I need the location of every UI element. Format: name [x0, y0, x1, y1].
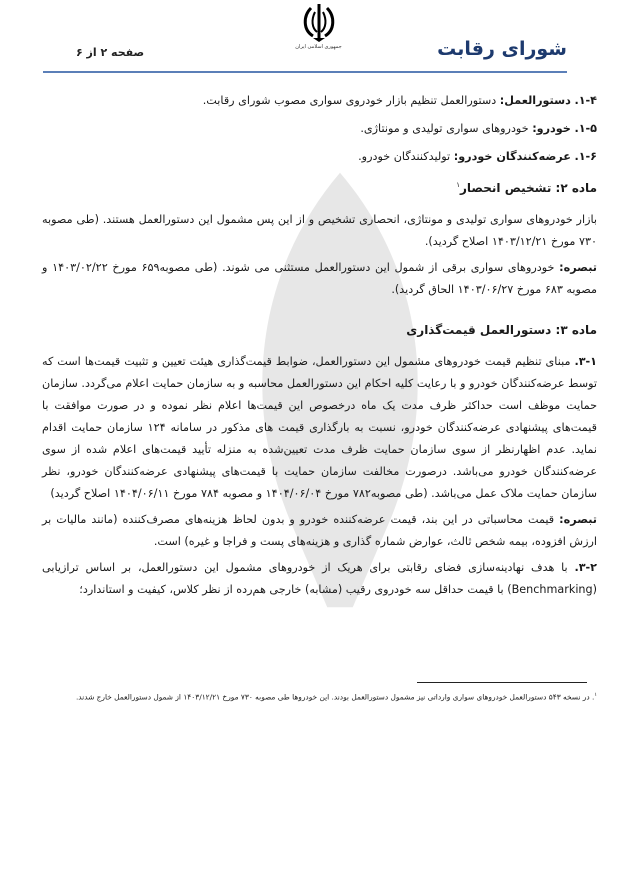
- clause-text: با هدف نهادینه‌سازی فضای رقابتی برای هریک از خودروهای مشمول این دستورالعمل، بر اساس ترازیابی (Benchmarking) با قیمت حداقل سه خودروی رقیب (مشابه) خارجی هم‌رده از نظر کلاس، کیفیت و استاندارد؛: [42, 561, 597, 596]
- article-3-clause-1: [42, 351, 597, 505]
- definition-text: دستورالعمل تنظیم بازار خودروی سواری مصوب شورای رقابت.: [202, 94, 500, 107]
- article-3-note: [42, 509, 597, 553]
- note-text: خودروهای سواری برقی از شمول این دستورالعمل مستثنی می شوند. (طی مصوبه۶۵۹ مورخ ۱۴۰۳/۰۲/۲۲ و مصوبه ۶۸۳ مورخ ۱۴۰۳/۰۶/۲۷ الحاق گردید).: [42, 261, 597, 296]
- footnote-marker: ۱: [594, 692, 597, 698]
- definition-item: [42, 118, 597, 140]
- definition-item: [42, 90, 597, 112]
- article-2-heading: [42, 174, 597, 199]
- definition-term: دستورالعمل:: [499, 94, 571, 107]
- article-2-body: بازار خودروهای سواری تولیدی و مونتاژی، انحصاری تشخیص و از این پس مشمول این دستورالعمل هستند. (طی مصوبه ۷۳۰ مورخ ۱۴۰۳/۱۲/۲۱ اصلاح گردید).: [42, 213, 597, 248]
- article-3-heading: ماده ۳: دستورالعمل قیمت‌گذاری: [406, 323, 597, 337]
- footnote-divider: [417, 682, 587, 683]
- definition-text: تولیدکنندگان خودرو.: [358, 150, 454, 163]
- definition-number: ۱-۵.: [574, 122, 597, 135]
- article-2-heading-text: ماده ۲: تشخیص انحصار: [460, 181, 597, 195]
- document-body: [42, 90, 597, 605]
- note-label: تبصره:: [559, 261, 597, 274]
- definition-text: خودروهای سواری تولیدی و مونتاژی.: [360, 122, 533, 135]
- definition-term: خودرو:: [532, 122, 571, 135]
- emblem-caption: جمهوری اسلامی ایران: [295, 44, 342, 50]
- article-2-note: [42, 257, 597, 301]
- footnote-text: . در نسخه ۵۴۳ دستورالعمل خودروهای سواری وارداتی نیز مشمول دستورالعمل بودند. این خودروها طی مصوبه ۷۳۰ مورخ ۱۴۰۳/۱۲/۲۱ از شمول دستورالعمل خارج شدند.: [75, 692, 595, 702]
- note-label: تبصره:: [559, 513, 597, 526]
- footnote-reference[interactable]: ۱: [456, 181, 461, 189]
- emblem-icon: [297, 2, 341, 42]
- footnote: [42, 688, 597, 704]
- clause-number: ۳-۱.: [574, 355, 597, 368]
- header-divider: [43, 71, 567, 73]
- page-header: [40, 0, 597, 80]
- clause-text: مبنای تنظیم قیمت خودروهای مشمول این دستورالعمل، ضوابط قیمت‌گذاری هیئت تعیین و تثبیت قیمت‌ها است که توسط عرضه‌کنندگان خودرو و با رعایت کلیه احکام این دستورالعمل محاسبه و به سازمان حمایت اعلام می‌گردد. سازمان حمایت موظف است حداکثر ظرف مدت یک ماه درخصوص این قیمت‌ها اعلام نظر نموده و در صورت موافقت با قیمت‌های پیشنهادی عرضه‌کنندگان خودرو، نسبت به بارگذاری قیمت های مذکور در سامانه ۱۲۴ سازمان حمایت اقدام نماید. عدم اظهارنظر از سوی سازمان حمایت ظرف مدت تعیین‌شده به منزله تأیید قیمت‌های اعلام شده از سوی عرضه‌کنندگان خودرو می‌باشد. درصورت مخالفت سازمان حمایت با قیمت‌های پیشنهادی عرضه‌کنندگان خودرو، نظر سازمان حمایت ملاک عمل می‌باشد. (طی مصوبه۷۸۲ مورخ ۱۴۰۴/۰۶/۰۴ و مصوبه ۷۸۴ مورخ ۱۴۰۴/۰۶/۱۱ اصلاح گردید): [42, 355, 597, 500]
- definition-number: ۱-۶.: [574, 150, 597, 163]
- definition-number: ۱-۴.: [574, 94, 597, 107]
- organization-title: شورای رقابت: [437, 38, 567, 60]
- page-indicator: صفحه ۲ از ۶: [76, 46, 145, 59]
- definition-item: [42, 146, 597, 168]
- note-text: قیمت محاسباتی در این بند، قیمت عرضه‌کننده خودرو و بدون لحاظ هزینه‌های مصرف‌کننده (مانند مالیات بر ارزش افزوده، بیمه شخص ثالث، عوارض شماره گذاری و هزینه‌های پست و فراجا و غیره) است.: [42, 513, 597, 548]
- clause-number: ۳-۲.: [574, 561, 597, 574]
- article-3-clause-2: [42, 557, 597, 601]
- definition-term: عرضه‌کنندگان خودرو:: [453, 150, 571, 163]
